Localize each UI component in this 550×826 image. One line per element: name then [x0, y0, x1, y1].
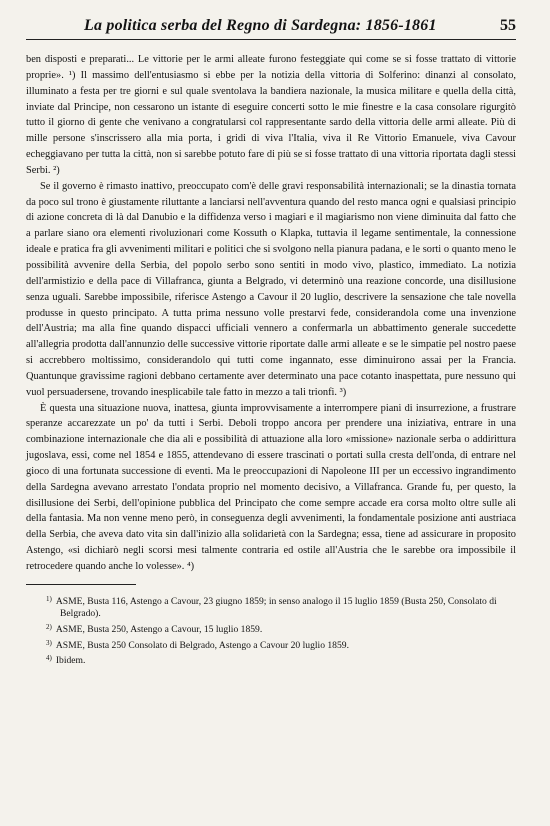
footnote-text: ASME, Busta 250 Consolato di Belgrado, Astengo a Cavour 20 luglio 1859.: [55, 639, 349, 651]
running-head: [26, 0, 516, 40]
footnote-text: ASME, Busta 116, Astengo a Cavour, 23 giugno 1859; in senso analogo il 15 luglio 1859 (Busta 250, Consolato di Belgrado).: [55, 595, 497, 620]
footnote-number: 3): [46, 638, 52, 647]
footnote: [26, 652, 506, 668]
footnote-number: 2): [46, 623, 52, 632]
page-number: 55: [500, 17, 516, 34]
footnote: [26, 621, 506, 637]
body-text: [26, 52, 516, 575]
paragraph: È questa una situazione nuova, inattesa, giunta improvvisamente a interrompere piani di insurrezione, a frustrare speranze accarezzate un po' da tutti i Serbi. Deboli troppo ancora per prendere una iniziativa, entrare in una combinazione internazionale che dia ali e possibilità di attuazione alla loro «missione» nazionale serba o addirittura jugoslava, essi, come nel 1854 e 1855, attendevano di essere trascinati o portati sulla cresta dell'onda, di entrare nel gioco di una fortunata successione di eventi. Ma le preoccupazioni di Napoleone III per un eccessivo ingrandimento della Sardegna avevano arrestato l'ondata proprio nel momento decisivo, a Villafranca. Grande fu, per questo, la disillusione dei Serbi, dell'opinione pubblica del Principato che come sempre accade era corsa molto oltre sulle ali della fantasia. Ma non venne meno però, in conseguenza degli avvenimenti, la fondamentale posizione anti austriaca della Serbia, che aveva dato vita sin dall'inizio alla solidarietà con la Sardegna; essa, tiene ad assicurare in proposito Astengo, «si dichiarò negli scorsi mesi talmente contraria ed ostile all'Austria che le sarebbe ora impossibile il retrocedere quando anche lo volesse». ⁴): [26, 402, 516, 572]
running-title: La politica serba del Regno di Sardegna: 1856-1861: [84, 17, 437, 34]
footnote-rule: [26, 584, 497, 668]
paragraph: Se il governo è rimasto inattivo, preoccupato com'è delle gravi responsabilità internazionali; se la dinastia tornata da poco sul trono è giustamente riluttante a lanciarsi nell'avventura quando del resto manca ogni e qualsiasi principio di azione concreta di là dal Danubio e la diffidenza verso i magiari e il magiarismo non viene diminuita dal fatto che a parlare siano ora elementi rivoluzionari come Kossuth o Klapka, tuttavia il legame sentimentale, la connessione ideale e pratica fra gli avvenimenti militari e politici che si svolgono nella pianura padana, e le sorti o quanto meno le possibilità avvenire della Serbia, del popolo serbo sono sentiti in modo vivo, plastico, immediato. La notizia dell'armistizio e della pace di Villafranca, giunta a Belgrado, vi determinò una reazione concorde, una disillusione senza uguali. Sarebbe impossibile, riferisce Astengo a Cavour il 20 luglio, descrivere la sensazione che tale novella produsse in questo principato. A tutta prima nessuno volle prestarvi fede, considerandola come una invenzione dell'Austria; ma alla fine quando dispacci ufficiali vennero a confermarla un abbattimento generale succedette all'allegria prodotta dall'annunzio delle successive vittorie riportate dalle armi alleate e se le simpatie pel nostro paese si accrebbero moltissimo, considerandolo qui tutti come ingannato, esse diminuirono assai per la Francia. Quantunque gravissime ragioni debbano certamente aver determinato una pace cotanto inaspettata, pure nessuno qui vuol persuadersene, trovando inesplicabile tale fatto in mezzo a tali trionfi. ³): [26, 180, 516, 398]
footnote-number: 1): [46, 594, 52, 603]
footnotes: [26, 593, 506, 668]
footnote: [26, 593, 506, 621]
paragraph: ben disposti e preparati... Le vittorie per le armi alleate furono festeggiate qui come se si fosse trattato di vittorie proprie». ¹) Il massimo dell'entusiasmo si ebbe per la notizia della vittoria di Solferino: dinanzi al consolato, illuminato a festa per tre giorni e sul quale sventolava la bandiera nazionale, la musica militare e quella della città, inviate dal Principe, non cessarono un istante di eseguire concerti sotto le mie finestre e la casa consolare rigurgitò tutto il giorno di gente che venivano a congratularsi col rappresentante sardo della vittoria delle armi alleate. Più di mille persone s'inscrissero alla mia porta, i gridi di viva l'Italia, viva il Re Vittorio Emanuele, viva Cavour echeggiavano per tutta la città, non si sarebbe potuto fare di più se si fosse trattato di una vittoria riportata dagli stessi Serbi. ²): [26, 54, 516, 176]
footnote-number: 4): [46, 654, 52, 663]
footnote: [26, 637, 506, 653]
footnote-text: Ibidem.: [55, 655, 86, 667]
footnote-text: ASME, Busta 250, Astengo a Cavour, 15 luglio 1859.: [55, 624, 263, 636]
